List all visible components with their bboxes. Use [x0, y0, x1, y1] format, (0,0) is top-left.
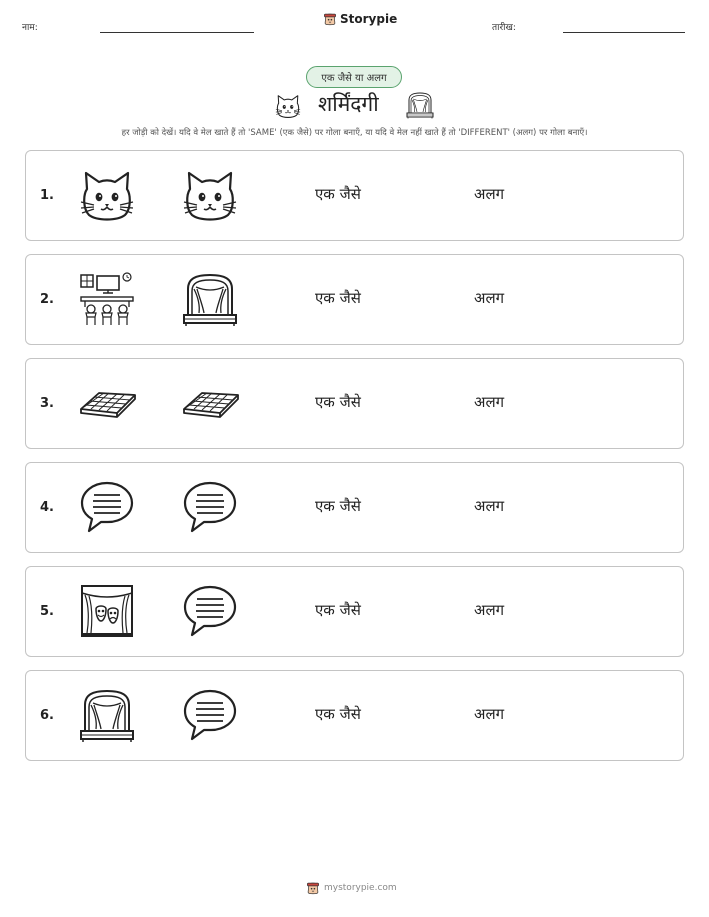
- different-option[interactable]: अलग: [474, 185, 505, 203]
- speech-bubble-icon: [180, 581, 240, 641]
- storypie-mascot-icon: [306, 881, 320, 895]
- same-option[interactable]: एक जैसे: [315, 185, 361, 203]
- different-option[interactable]: अलग: [474, 497, 505, 515]
- worksheet-type-tag: एक जैसे या अलग: [306, 66, 402, 88]
- theater-masks-icon: [77, 581, 137, 641]
- question-number: 1.: [40, 188, 54, 203]
- title-row: [0, 88, 709, 122]
- worksheet-title: शर्मिंदगी: [318, 92, 379, 116]
- question-number: 2.: [40, 292, 54, 307]
- question-number: 3.: [40, 396, 54, 411]
- footer-url[interactable]: mystorypie.com: [324, 883, 397, 893]
- storypie-mascot-icon: [323, 12, 337, 26]
- same-option[interactable]: एक जैसे: [315, 497, 361, 515]
- question-row-1: [25, 150, 684, 241]
- speech-bubble-icon: [77, 477, 137, 537]
- name-input-line[interactable]: [100, 32, 254, 33]
- same-option[interactable]: एक जैसे: [315, 393, 361, 411]
- different-option[interactable]: अलग: [474, 705, 505, 723]
- stage-icon: [180, 269, 240, 329]
- question-number: 4.: [40, 500, 54, 515]
- question-row-6: [25, 670, 684, 761]
- wooden-platform-icon: [77, 373, 137, 433]
- footer: [306, 881, 397, 895]
- date-input-line[interactable]: [563, 32, 685, 33]
- classroom-icon: [77, 269, 137, 329]
- question-number: 6.: [40, 708, 54, 723]
- cat-face-icon: [180, 165, 240, 225]
- cat-face-icon: [77, 165, 137, 225]
- question-row-2: [25, 254, 684, 345]
- stage-icon: [405, 90, 435, 120]
- question-row-3: [25, 358, 684, 449]
- name-label: नाम:: [22, 23, 38, 33]
- same-option[interactable]: एक जैसे: [315, 601, 361, 619]
- stage-icon: [77, 685, 137, 745]
- question-row-5: [25, 566, 684, 657]
- different-option[interactable]: अलग: [474, 393, 505, 411]
- speech-bubble-icon: [180, 477, 240, 537]
- speech-bubble-icon: [180, 685, 240, 745]
- different-option[interactable]: अलग: [474, 601, 505, 619]
- same-option[interactable]: एक जैसे: [315, 289, 361, 307]
- cat-face-icon: [274, 92, 302, 120]
- different-option[interactable]: अलग: [474, 289, 505, 307]
- question-row-4: [25, 462, 684, 553]
- date-label: तारीख:: [492, 23, 516, 33]
- instructions: हर जोड़ी को देखें। यदि वे मेल खाते हैं तो 'SAME' (एक जैसे) पर गोला बनाएँ, या यदि वे मेल नहीं खाते हैं तो 'DIFFERENT' (अलग) पर गोला बनाएँ।: [121, 128, 588, 138]
- brand-name: Storypie: [340, 12, 398, 26]
- wooden-platform-icon: [180, 373, 240, 433]
- same-option[interactable]: एक जैसे: [315, 705, 361, 723]
- question-number: 5.: [40, 604, 54, 619]
- brand-logo: [323, 12, 397, 26]
